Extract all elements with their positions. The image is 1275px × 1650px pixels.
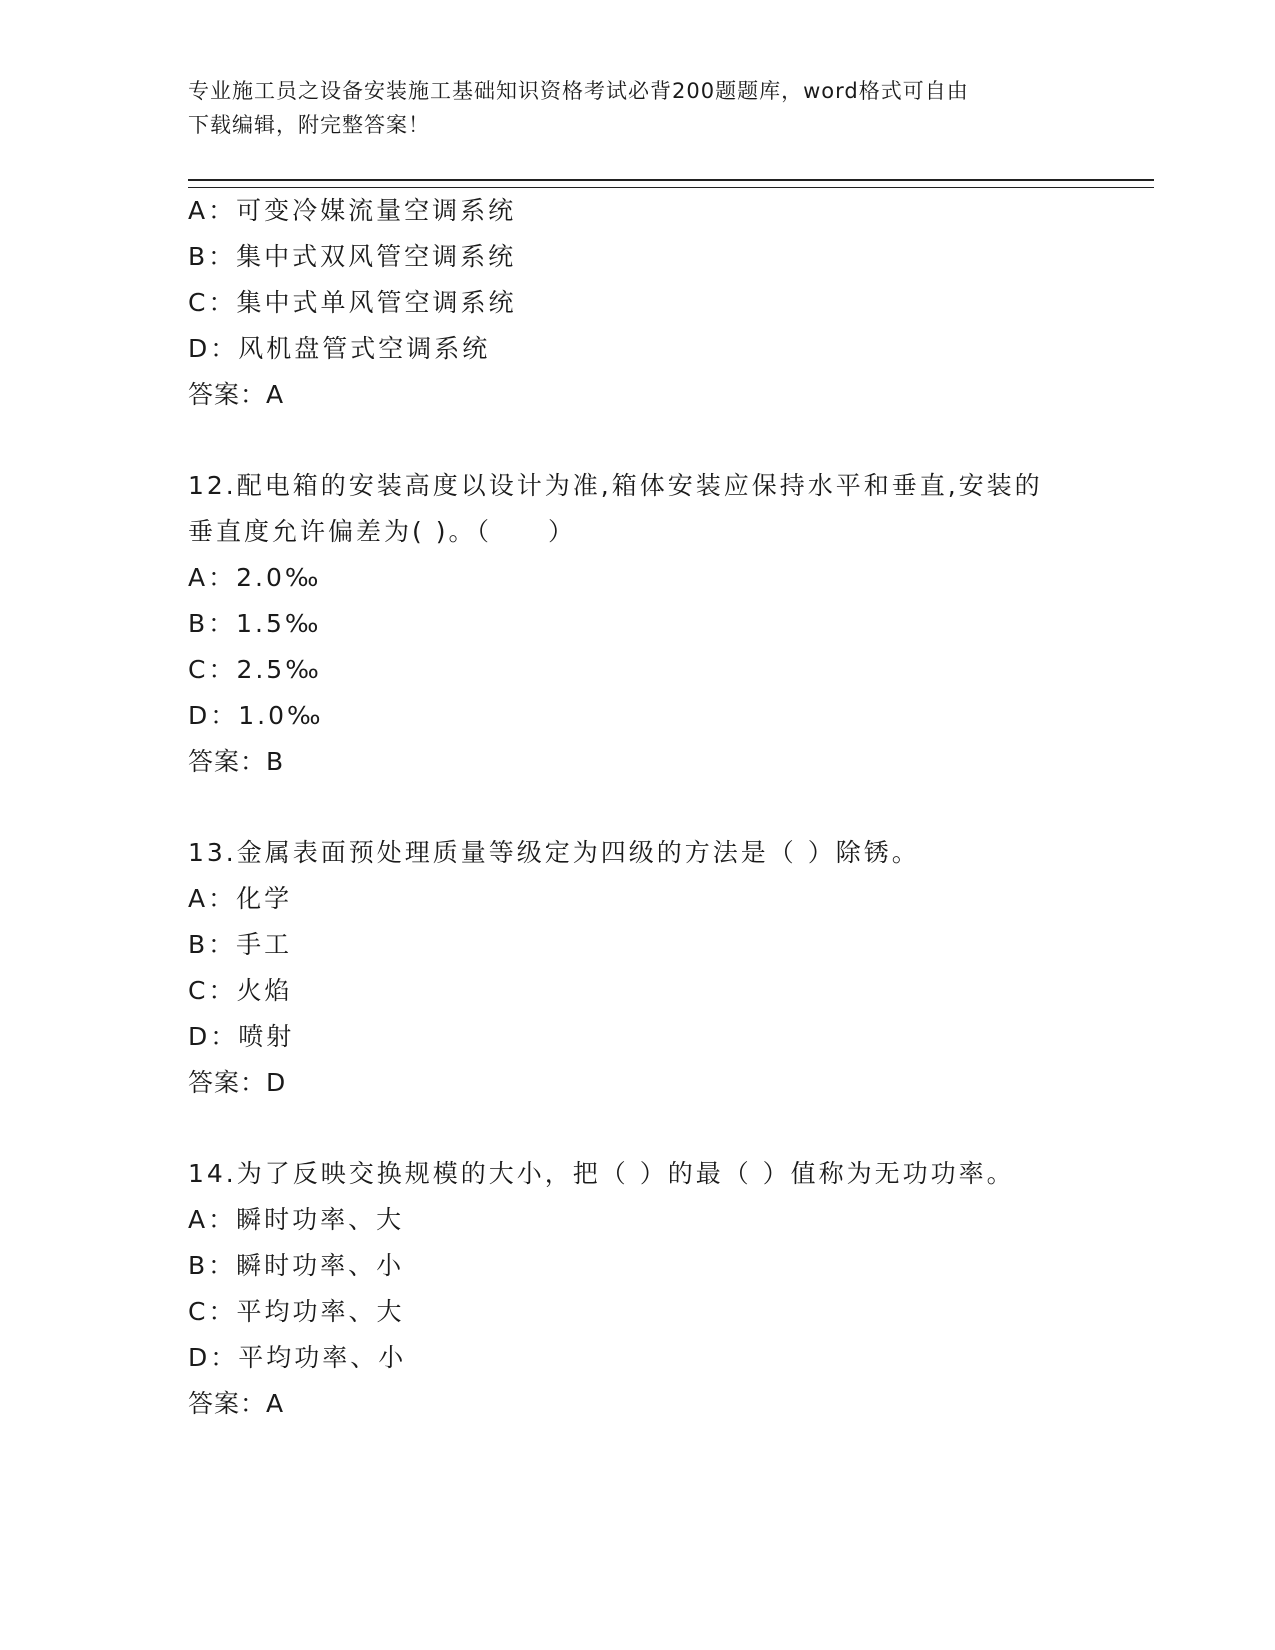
question-13: [188, 830, 1088, 1106]
header-divider: [188, 179, 1154, 188]
question-spacer: [188, 1106, 1088, 1151]
document-header: [188, 74, 1068, 142]
option-c: C：集中式单风管空调系统: [188, 288, 517, 317]
question-stem-line-1: 12.配电箱的安装高度以设计为准,箱体安装应保持水平和垂直,安装的: [188, 471, 1043, 500]
option-d: D：平均功率、小: [188, 1343, 407, 1372]
question-14: [188, 1151, 1088, 1427]
option-a: A：化学: [188, 884, 293, 913]
question-12: [188, 463, 1088, 785]
document-body: [188, 188, 1088, 1427]
question-stem: 14.为了反映交换规模的大小，把（ ）的最（ ）值称为无功功率。: [188, 1159, 1015, 1188]
question-spacer: [188, 418, 1088, 463]
answer-line: 答案：B: [188, 747, 285, 776]
question-spacer: [188, 785, 1088, 830]
header-line-1: 专业施工员之设备安装施工基础知识资格考试必背200题题库，word格式可自由: [188, 79, 969, 103]
question-stem: 13.金属表面预处理质量等级定为四级的方法是（ ）除锈。: [188, 838, 920, 867]
option-a: A：可变冷媒流量空调系统: [188, 196, 517, 225]
option-c: C：火焰: [188, 976, 293, 1005]
option-b: B：手工: [188, 930, 293, 959]
option-c: C：2.5‰: [188, 655, 322, 684]
option-b: B：瞬时功率、小: [188, 1251, 405, 1280]
option-d: D：1.0‰: [188, 701, 324, 730]
option-a: A：2.0‰: [188, 563, 322, 592]
header-line-2: 下载编辑，附完整答案！: [188, 113, 430, 137]
answer-line: 答案：A: [188, 1389, 285, 1418]
option-c: C：平均功率、大: [188, 1297, 405, 1326]
answer-line: 答案：A: [188, 380, 285, 409]
option-a: A：瞬时功率、大: [188, 1205, 405, 1234]
option-b: B：集中式双风管空调系统: [188, 242, 517, 271]
answer-line: 答案：D: [188, 1068, 287, 1097]
question-stem-line-2: 垂直度允许偏差为( )。（ ）: [188, 517, 576, 546]
option-d: D：风机盘管式空调系统: [188, 334, 491, 363]
option-b: B：1.5‰: [188, 609, 322, 638]
option-d: D：喷射: [188, 1022, 295, 1051]
question-11: [188, 188, 1088, 418]
